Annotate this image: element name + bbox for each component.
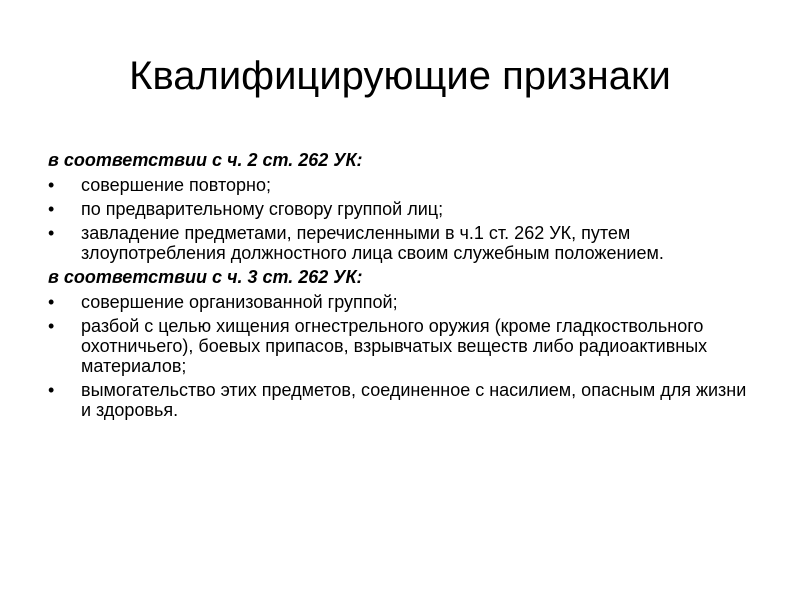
list-item-text: завладение предметами, перечисленными в ч.1 ст. 262 УК, путем злоупотребления должностного лица своим служебным положением. [81,223,664,263]
list-item-text: разбой с целью хищения огнестрельного оружия (кроме гладкоствольного охотничьего), боевых припасов, взрывчатых веществ либо радиоактивных материалов; [81,316,708,376]
list-item [48,292,748,312]
slide-title: Квалифицирующие признаки [129,54,671,98]
slide-content [48,150,748,424]
bullet-icon: • [48,380,55,400]
bullet-icon: • [48,199,55,219]
list-item [48,223,748,263]
bullet-icon: • [48,316,55,336]
list-item-text: совершение повторно; [81,175,271,195]
list-item-text: по предварительному сговору группой лиц; [81,199,444,219]
section-heading-part-3: в соответствии с ч. 3 ст. 262 УК: [48,267,363,287]
bullet-list-part-3 [48,292,748,420]
list-item [48,380,748,420]
list-item-text: совершение организованной группой; [81,292,398,312]
section-heading-part-2: в соответствии с ч. 2 ст. 262 УК: [48,150,363,170]
bullet-icon: • [48,223,55,243]
list-item [48,175,748,195]
list-item-text: вымогательство этих предметов, соединенное с насилием, опасным для жизни и здоровья. [81,380,747,420]
list-item [48,199,748,219]
list-item [48,316,748,376]
bullet-icon: • [48,292,55,312]
bullet-list-part-2 [48,175,748,263]
bullet-icon: • [48,175,55,195]
